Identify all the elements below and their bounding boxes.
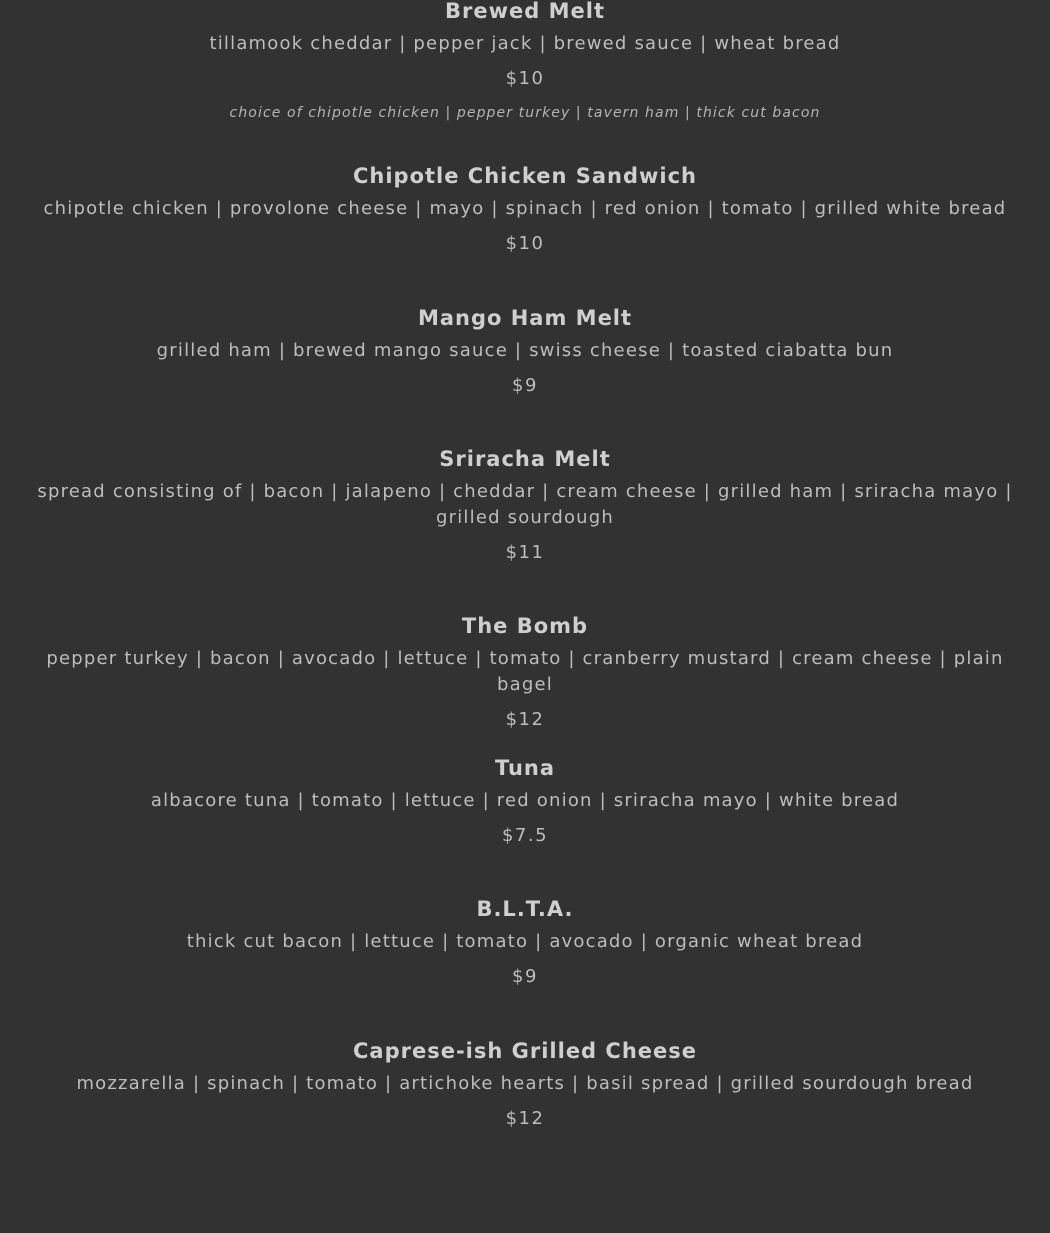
menu-item-tuna xyxy=(0,755,1050,849)
menu-item-note: choice of chipotle chicken | pepper turkey | tavern ham | thick cut bacon xyxy=(229,105,821,121)
menu-item-price: $12 xyxy=(505,709,545,730)
menu-item-description: albacore tuna | tomato | lettuce | red onion | sriracha mayo | white bread xyxy=(150,790,900,811)
menu-item-description: mozzarella | spinach | tomato | artichoke hearts | basil spread | grilled sourdough bread xyxy=(76,1073,974,1094)
menu-item-description: tillamook cheddar | pepper jack | brewed sauce | wheat bread xyxy=(209,33,841,54)
menu-item-price: $12 xyxy=(505,1108,545,1129)
menu-item-chipotle-chicken-sandwich xyxy=(0,163,1050,257)
menu-item-name: Mango Ham Melt xyxy=(417,306,633,330)
menu-item-price: $9 xyxy=(512,375,538,396)
menu-item-price: $10 xyxy=(505,68,545,89)
menu-item-name: Brewed Melt xyxy=(445,0,605,23)
menu-item-name: Sriracha Melt xyxy=(439,447,611,471)
menu-item-the-bomb xyxy=(0,613,1050,733)
menu-item-name: Tuna xyxy=(494,756,556,780)
menu-item-description: pepper turkey | bacon | avocado | lettuce | tomato | cranberry mustard | cream cheese | plain bagel xyxy=(46,648,1004,695)
menu-item-mango-ham-melt xyxy=(0,305,1050,399)
menu-item-price: $9 xyxy=(512,966,538,987)
menu-item-name: B.L.T.A. xyxy=(476,897,574,921)
menu-item-blta xyxy=(0,896,1050,990)
menu-item-price: $10 xyxy=(505,233,545,254)
menu-item-description: chipotle chicken | provolone cheese | mayo | spinach | red onion | tomato | grilled white bread xyxy=(43,198,1007,219)
menu-item-description: thick cut bacon | lettuce | tomato | avocado | organic wheat bread xyxy=(186,931,864,952)
menu-item-sriracha-melt xyxy=(0,446,1050,566)
menu-item-name: Chipotle Chicken Sandwich xyxy=(353,164,697,188)
menu-item-price: $7.5 xyxy=(501,825,549,846)
menu-item-description: grilled ham | brewed mango sauce | swiss cheese | toasted ciabatta bun xyxy=(156,340,894,361)
menu-item-brewed-melt xyxy=(0,0,1050,123)
menu-item-caprese-ish-grilled-cheese xyxy=(0,1038,1050,1132)
menu-item-name: Caprese-ish Grilled Cheese xyxy=(353,1039,697,1063)
menu-item-description: spread consisting of | bacon | jalapeno | cheddar | cream cheese | grilled ham | sriracha mayo | grilled sourdough xyxy=(37,481,1013,528)
menu-item-name: The Bomb xyxy=(461,614,589,638)
menu-item-price: $11 xyxy=(505,542,545,563)
